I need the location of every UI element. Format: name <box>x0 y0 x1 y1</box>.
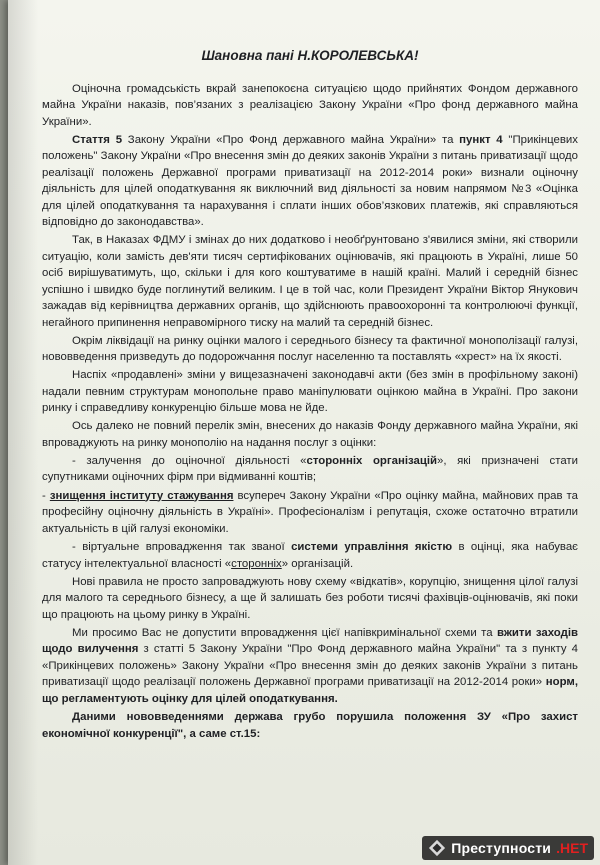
list-item-2-emphasis: знищення інституту стажування <box>49 489 234 502</box>
paragraph-2-text-a: Закону України «Про Фонд державного майна України» та <box>122 133 460 146</box>
paragraph-8-emphasis-a: вжити заходів щодо вилучення <box>42 626 579 655</box>
article-5-ref: Стаття 5 <box>72 133 123 146</box>
diamond-logo-icon <box>428 839 446 857</box>
list-item-3-text-a: - віртуальне впровадження так званої <box>72 541 292 553</box>
list-item-1-text-a: - залучення до оціночної діяльності « <box>72 454 307 467</box>
list-item-2-dash: - <box>42 489 50 502</box>
site-watermark <box>422 836 594 860</box>
letter-body <box>42 48 578 744</box>
paragraph-9 <box>42 709 578 742</box>
paragraph-6: Ось далеко не повний перелік змін, внесених до наказів Фонду державного майна України, які впроваджують на ринку монополію на надання послуг з оцінки: <box>42 420 578 449</box>
paragraph-8 <box>42 625 578 708</box>
paragraph-1: Оціночна громадськість вкрай занепокоєна ситуацією щодо прийнятих Фондом державного майна України наказів, пов’язаних з реалізацією Закону України «Про фонд державного майна України». <box>42 82 578 128</box>
watermark-text: Преступности <box>451 840 552 856</box>
paragraph-9-text: Даними нововведеннями держава грубо порушила положення ЗУ «Про захист економічної конкуренції", а саме ст.15: <box>42 711 578 740</box>
paragraph-8-emphasis-b: норм, що регламентують оцінку для цілей оподаткування. <box>42 676 578 705</box>
paragraph-4: Окрім ліквідації на ринку оцінки малого і середнього бізнесу та фактичної монополізації галузі, нововведення призведуть до подорожчання послуг населенню та поставлять «хрест» на їх якості. <box>42 334 578 363</box>
list-item-3-text-b: в оцінці, яка набуває статусу інтелектуальної власності « <box>42 541 578 570</box>
list-item-1-emphasis: сторонніх організацій <box>306 454 438 467</box>
paragraph-7: Нові правила не просто запроваджують нову схему «відкатів», корупцію, знищення цілої галузі для малого та середнього бізнесу, а ще й залишать без роботи тисячі фахівців-оцінювачів, які поки що працюють на цьому ринку в Україні. <box>42 575 578 621</box>
list-item-3-emphasis: системи управління якістю <box>291 541 453 553</box>
watermark-accent: .НЕТ <box>556 840 588 856</box>
list-item-2-text: всупереч Закону України «Про оцінку майна, майнових прав та професійну оціночну діяльність в Україні». Професіоналізм і репутація, схоже остаточно втратили актуальність в цій галузі економіки. <box>42 489 578 535</box>
list-item-1-text-b: », які призначені стати супутниками оціночних фірм при відмиванні коштів; <box>42 454 578 483</box>
paragraph-2 <box>42 132 578 231</box>
list-item-2 <box>42 488 578 538</box>
paragraph-2-text-b: "Прикінцевих положень" Закону України «Про внесення змін до деяких законів України з питань приватизації щодо реалізації положень Державної програми приватизації на 2012-2014 роки» визнали оціночну діяльність для цілей оподаткування як виключний вид діяльності за новим напрямом №3 «Оцінка для цілей оподаткування та нарахування і сплати інших обов’язкових платежів, які справляються відповідно до законодавства». <box>42 133 578 228</box>
list-item-3 <box>42 539 578 572</box>
paragraph-5: Наспіх «продавлені» зміни у вищезазначені законодавчі акти (без змін в профільному законі) надали певним структурам монопольне право маніпулювати оцінкою майна в Україні. Про закони ринку і справедливу конкуренцію більше мова не йде. <box>42 369 578 414</box>
list-item-3-underlined: сторонніх <box>231 557 282 570</box>
list-item-1 <box>42 453 578 486</box>
point-4-ref: пункт 4 <box>459 133 503 146</box>
paragraph-8-text-a: Ми просимо Вас не допустити впровадження цієї напівкримінальної схеми та <box>72 626 497 639</box>
paragraph-3: Так, в Наказах ФДМУ і змінах до них додатково і необґрунтовано з'явилися зміни, які створили ситуацію, коли замість дев'яти тисяч сертифікованих оцінювачів, які працюють в Україні, лише 50 осіб вирішуватимуть, що, скільки і для кого коштуватиме в нашій країні. Малий і середній бізнес успішно і швидко буде поглинутий великим. І це в той час, коли Президент України Віктор Янукович зажадав від керівництва державних органів, що здійснюють правоохоронні та контролюючі функції, негайного припинення неправомірного тиску на малий та середній бізнес. <box>42 234 578 329</box>
list-item-3-text-c: » організацій. <box>281 557 354 570</box>
letter-salutation: Шановна пані Н.КОРОЛЕВСЬКА! <box>201 48 419 63</box>
paragraph-8-text-b: з статті 5 Закону України "Про Фонд державного майна України" та з пункту 4 «Прикінцевих положень» Закону України «Про внесення змін до деяких законів України з питань приватизації щодо реалізації положень Державної програми приватизації на 2012-2014 роки» <box>42 643 578 688</box>
